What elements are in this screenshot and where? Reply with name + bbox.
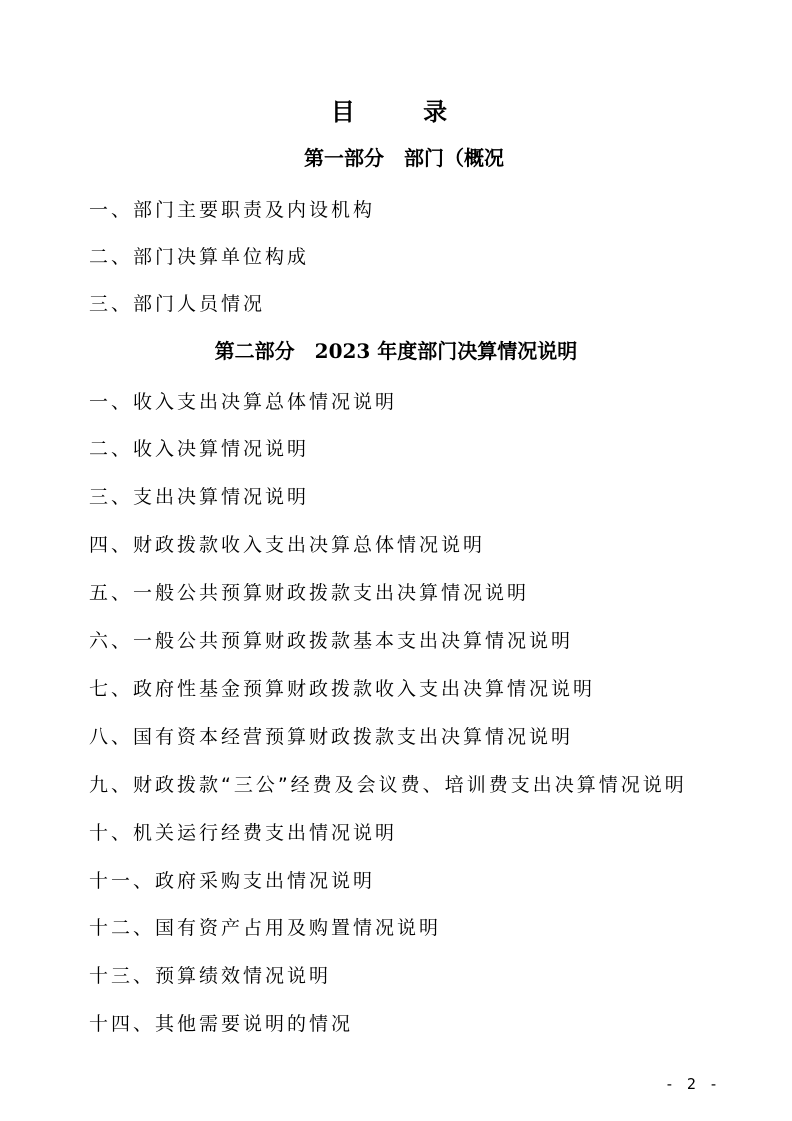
toc-item-part2-13: 十三、预算绩效情况说明 [89,965,332,987]
toc-item-part2-9: 九、财政拨款“三公”经费及会议费、培训费支出决算情况说明 [89,774,687,796]
toc-item-part2-3: 三、支出决算情况说明 [89,486,310,508]
toc-item-part1-3: 三、部门人员情况 [89,293,266,315]
toc-title: 目 录 [330,97,478,126]
toc-item-part2-11: 十一、政府采购支出情况说明 [89,870,376,892]
page-number: - 2 - [664,1075,720,1093]
toc-item-part2-1: 一、收入支出决算总体情况说明 [89,391,398,413]
toc-item-part2-14: 十四、其他需要说明的情况 [89,1013,354,1035]
toc-item-part2-7: 七、政府性基金预算财政拨款收入支出决算情况说明 [89,678,596,700]
toc-item-part2-10: 十、机关运行经费支出情况说明 [89,822,398,844]
part-one-heading: 第一部分 部门（概况 [304,146,504,170]
toc-item-part2-6: 六、一般公共预算财政拨款基本支出决算情况说明 [89,630,574,652]
toc-item-part2-5: 五、一般公共预算财政拨款支出决算情况说明 [89,582,530,604]
toc-item-part2-2: 二、收入决算情况说明 [89,438,310,460]
part-two-heading: 第二部分 2023 年度部门决算情况说明 [214,339,578,363]
toc-item-part2-12: 十二、国有资产占用及购置情况说明 [89,917,442,939]
toc-item-part1-1: 一、部门主要职责及内设机构 [89,199,376,221]
toc-item-part2-4: 四、财政拨款收入支出决算总体情况说明 [89,534,486,556]
toc-item-part1-2: 二、部门决算单位构成 [89,246,310,268]
toc-item-part2-8: 八、国有资本经营预算财政拨款支出决算情况说明 [89,726,574,748]
